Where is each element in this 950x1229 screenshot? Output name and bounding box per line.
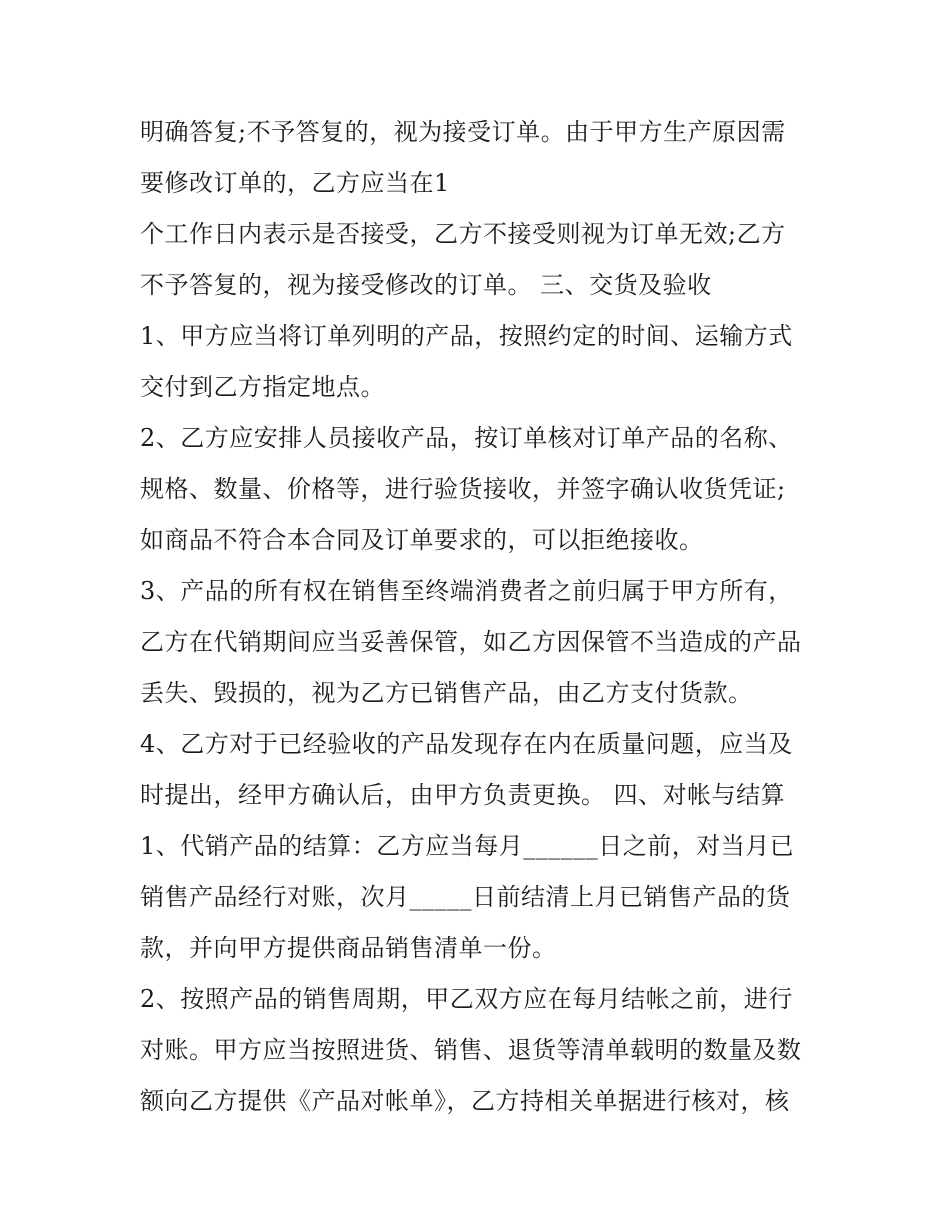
text-line-7: 2、乙方应安排人员接收产品，按订单核对订单产品的名称、 [140, 424, 793, 452]
text-line-15: 1、代销产品的结算：乙方应当每月______日之前，对当月已 [140, 832, 795, 860]
text-line-17: 款，并向甲方提供商品销售清单一份。 [140, 934, 557, 962]
text-line-10: 3、产品的所有权在销售至终端消费者之前归属于甲方所有， [140, 577, 793, 605]
text-line-4: 不予答复的，视为接受修改的订单。 三、交货及验收 [140, 271, 712, 299]
text-line-1: 明确答复;不予答复的，视为接受订单。由于甲方生产原因需 [140, 118, 786, 146]
text-line-6: 交付到乙方指定地点。 [140, 373, 385, 401]
text-line-16: 销售产品经行对账，次月_____日前结清上月已销售产品的货 [140, 883, 791, 911]
text-line-14: 时提出，经甲方确认后，由甲方负责更换。 四、对帐与结算 [140, 781, 786, 809]
text-line-3: 个工作日内表示是否接受，乙方不接受则视为订单无效;乙方 [140, 220, 786, 248]
text-line-13: 4、乙方对于已经验收的产品发现存在内在质量问题，应当及 [140, 730, 793, 758]
text-line-9: 如商品不符合本合同及订单要求的，可以拒绝接收。 [140, 526, 704, 554]
text-line-11: 乙方在代销期间应当妥善保管，如乙方因保管不当造成的产品 [140, 628, 802, 656]
text-line-8: 规格、数量、价格等，进行验货接收，并签字确认收货凭证; [140, 475, 786, 503]
text-line-5: 1、甲方应当将订单列明的产品，按照约定的时间、运输方式 [140, 322, 793, 350]
text-line-2: 要修改订单的，乙方应当在1 [140, 169, 450, 197]
text-line-12: 丢失、毁损的，视为乙方已销售产品，由乙方支付货款。 [140, 679, 753, 707]
text-line-19: 对账。甲方应当按照进货、销售、退货等清单载明的数量及数 [140, 1036, 802, 1064]
contract-text [140, 107, 830, 1127]
text-line-20: 额向乙方提供《产品对帐单》，乙方持相关单据进行核对，核 [140, 1087, 790, 1115]
text-line-18: 2、按照产品的销售周期，甲乙双方应在每月结帐之前，进行 [140, 985, 793, 1013]
